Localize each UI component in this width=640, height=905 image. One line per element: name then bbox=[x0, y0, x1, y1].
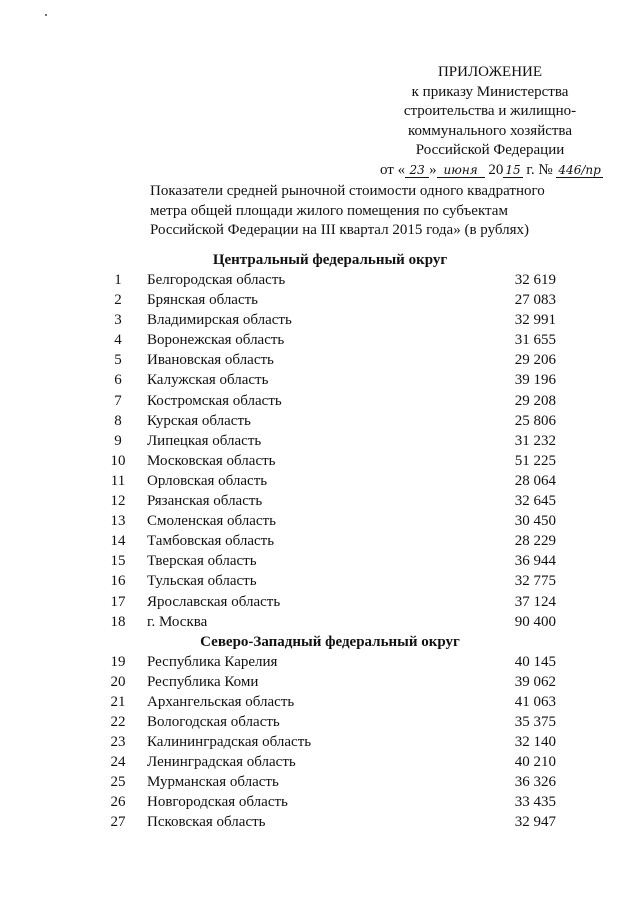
region-name: Смоленская область bbox=[147, 513, 276, 530]
table-row bbox=[0, 431, 640, 451]
row-number: 27 bbox=[110, 814, 126, 831]
price-value: 32 645 bbox=[514, 493, 556, 510]
region-name: Липецкая область bbox=[147, 432, 262, 449]
close-quote: » bbox=[429, 161, 437, 178]
row-number: 23 bbox=[110, 734, 126, 751]
price-value: 32 619 bbox=[514, 272, 556, 288]
price-table bbox=[0, 250, 640, 833]
approval-line: Российской Федерации bbox=[415, 142, 565, 158]
region-name: Ярославская область bbox=[147, 593, 281, 610]
region-name: Мурманская область bbox=[147, 774, 279, 791]
price-value: 28 064 bbox=[514, 472, 556, 489]
row-number: 6 bbox=[114, 372, 122, 389]
price-value: 36 326 bbox=[514, 774, 556, 791]
region-name: Тверская область bbox=[147, 553, 257, 570]
row-number: 10 bbox=[110, 452, 126, 469]
table-row bbox=[0, 792, 640, 812]
row-number: 21 bbox=[110, 693, 126, 710]
row-number: 3 bbox=[114, 312, 122, 329]
row-number: 16 bbox=[110, 573, 126, 590]
table-row bbox=[0, 672, 640, 692]
price-value: 28 229 bbox=[514, 533, 556, 550]
table-row bbox=[0, 692, 640, 712]
table-row bbox=[0, 612, 640, 632]
year-prefix: 20 bbox=[488, 161, 504, 178]
row-number: 19 bbox=[110, 653, 126, 670]
price-value: 27 083 bbox=[514, 292, 556, 309]
table-row bbox=[0, 812, 640, 832]
price-value: 36 944 bbox=[514, 553, 556, 570]
price-value: 35 375 bbox=[514, 713, 556, 730]
region-name: Костромская область bbox=[147, 392, 282, 409]
row-number: 24 bbox=[110, 754, 126, 771]
table-row bbox=[0, 571, 640, 591]
row-number: 4 bbox=[114, 332, 122, 349]
region-name: Ленинградская область bbox=[147, 754, 296, 771]
open-quote: « bbox=[397, 161, 406, 178]
table-row bbox=[0, 531, 640, 551]
handwritten-order-number: 446/пр bbox=[558, 162, 601, 177]
table-row bbox=[0, 652, 640, 672]
region-name: Новгородская область bbox=[147, 794, 288, 811]
price-value: 29 206 bbox=[514, 352, 556, 369]
year-number-label: г. № bbox=[526, 161, 553, 178]
section-title: Северо-Западный федеральный округ bbox=[200, 633, 460, 650]
approval-block bbox=[380, 63, 600, 180]
region-name: Воронежская область bbox=[147, 332, 285, 349]
price-value: 32 947 bbox=[514, 814, 556, 831]
handwritten-year: 15 bbox=[505, 162, 521, 177]
table-row bbox=[0, 511, 640, 531]
row-number: 20 bbox=[110, 673, 126, 690]
row-number: 8 bbox=[114, 412, 122, 429]
region-name: Архангельская область bbox=[147, 693, 295, 710]
row-number: 14 bbox=[110, 533, 126, 550]
region-name: Белгородская область bbox=[147, 272, 286, 288]
scan-speck bbox=[45, 14, 47, 16]
row-number: 17 bbox=[110, 593, 126, 610]
region-name: Республика Карелия bbox=[147, 653, 278, 670]
row-number: 26 bbox=[110, 794, 126, 811]
table-row bbox=[0, 712, 640, 732]
price-value: 31 655 bbox=[514, 332, 556, 349]
table-row bbox=[0, 310, 640, 330]
table-row bbox=[0, 350, 640, 370]
row-number: 7 bbox=[114, 392, 122, 409]
order-date-number bbox=[380, 161, 600, 181]
approval-line: к приказу Министерства bbox=[411, 83, 569, 100]
region-name: г. Москва bbox=[147, 613, 208, 630]
table-row bbox=[0, 370, 640, 390]
row-number: 5 bbox=[114, 352, 122, 369]
table-row bbox=[0, 471, 640, 491]
price-value: 32 991 bbox=[514, 312, 556, 329]
price-value: 29 208 bbox=[514, 392, 556, 409]
price-value: 32 140 bbox=[514, 734, 556, 751]
row-number: 2 bbox=[114, 292, 122, 309]
approval-heading: ПРИЛОЖЕНИЕ bbox=[437, 64, 543, 80]
price-value: 40 210 bbox=[514, 754, 556, 771]
price-value: 33 435 bbox=[514, 794, 556, 811]
price-value: 39 196 bbox=[514, 372, 556, 389]
row-number: 11 bbox=[110, 472, 126, 489]
price-value: 51 225 bbox=[514, 452, 556, 469]
region-name: Калининградская область bbox=[147, 734, 312, 751]
title-line: метра общей площади жилого помещения по субъектам bbox=[150, 202, 508, 219]
row-number: 15 bbox=[110, 553, 126, 570]
row-number: 18 bbox=[110, 613, 126, 630]
title-line: Показатели средней рыночной стоимости одного квадратного bbox=[150, 183, 545, 199]
handwritten-month: июня bbox=[437, 163, 485, 178]
region-name: Вологодская область bbox=[147, 713, 280, 730]
table-row bbox=[0, 451, 640, 471]
price-value: 25 806 bbox=[514, 412, 556, 429]
table-row bbox=[0, 592, 640, 612]
price-value: 30 450 bbox=[514, 513, 556, 530]
price-value: 31 232 bbox=[514, 432, 556, 449]
table-row bbox=[0, 270, 640, 290]
price-value: 90 400 bbox=[514, 613, 556, 630]
price-value: 40 145 bbox=[514, 653, 556, 670]
region-name: Владимирская область bbox=[147, 312, 292, 329]
region-name: Брянская область bbox=[147, 292, 259, 309]
price-value: 41 063 bbox=[514, 693, 556, 710]
region-name: Республика Коми bbox=[147, 673, 259, 690]
approval-line: строительства и жилищно- bbox=[403, 103, 577, 119]
row-number: 9 bbox=[114, 432, 122, 449]
region-name: Ивановская область bbox=[147, 352, 274, 369]
from-label: от bbox=[380, 161, 394, 178]
table-row bbox=[0, 290, 640, 310]
table-row bbox=[0, 330, 640, 350]
price-value: 32 775 bbox=[514, 573, 556, 590]
title-line: Российской Федерации на III квартал 2015 года» (в рублях) bbox=[150, 222, 530, 238]
table-row bbox=[0, 391, 640, 411]
table-row bbox=[0, 411, 640, 431]
region-name: Орловская область bbox=[147, 472, 268, 489]
price-value: 37 124 bbox=[514, 593, 556, 610]
price-value: 39 062 bbox=[514, 673, 556, 690]
region-name: Московская область bbox=[147, 452, 276, 469]
region-name: Калужская область bbox=[147, 372, 269, 389]
region-name: Рязанская область bbox=[147, 493, 263, 510]
region-name: Тамбовская область bbox=[147, 533, 275, 550]
row-number: 25 bbox=[110, 774, 126, 791]
table-row bbox=[0, 772, 640, 792]
row-number: 12 bbox=[110, 493, 126, 510]
table-row bbox=[0, 732, 640, 752]
region-name: Курская область bbox=[147, 412, 251, 429]
table-row bbox=[0, 491, 640, 511]
table-row bbox=[0, 752, 640, 772]
row-number: 22 bbox=[110, 713, 126, 730]
handwritten-day: 23 bbox=[405, 163, 429, 178]
document-title bbox=[150, 182, 545, 241]
section-title: Центральный федеральный округ bbox=[212, 252, 448, 268]
row-number: 1 bbox=[114, 272, 122, 288]
region-name: Псковская область bbox=[147, 814, 266, 831]
region-name: Тульская область bbox=[147, 573, 257, 590]
row-number: 13 bbox=[110, 513, 126, 530]
table-row bbox=[0, 551, 640, 571]
approval-line: коммунального хозяйства bbox=[408, 122, 572, 139]
